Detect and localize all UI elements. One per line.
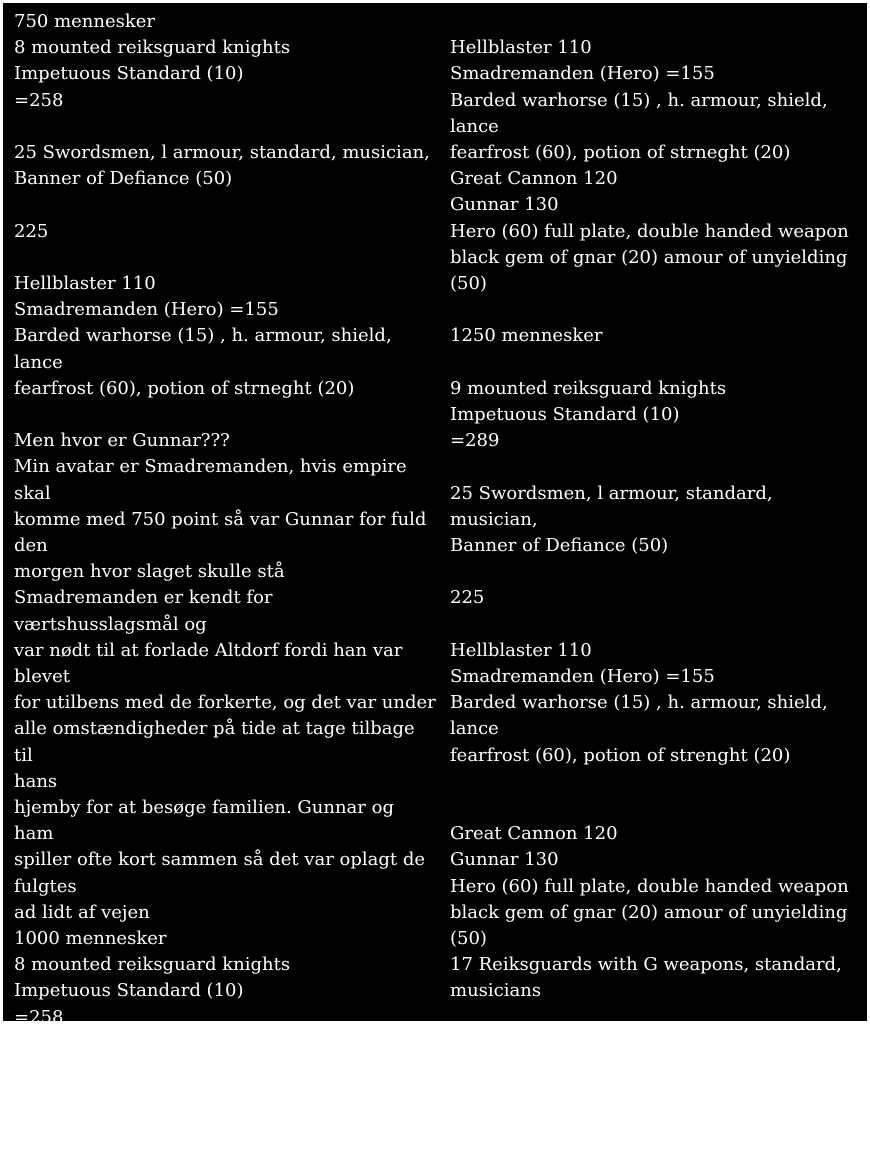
text-line: 1250 mennesker (450, 325, 603, 347)
text-line (450, 350, 865, 376)
text-line: 8 mounted reiksguard knights (14, 954, 291, 976)
text-line: black gem of gnar (20) amour of unyielding (50) (450, 246, 854, 295)
text-line: =258 (14, 1006, 64, 1028)
left-column (14, 9, 439, 1162)
text-line: 225 (450, 587, 485, 609)
text-line: Smadremanden (Hero) =155 (14, 299, 279, 321)
text-line: Hellblaster 110 (450, 37, 592, 59)
text-line: komme med 750 point så var Gunnar for fuld (14, 508, 427, 530)
text-line: Men hvor er Gunnar??? (14, 430, 230, 452)
text-line (14, 1109, 439, 1135)
text-line: Gunnar 130 (450, 849, 559, 871)
text-line: black gem of gnar (20) amour of unyielding (50) (450, 901, 854, 949)
text-line: fearfrost (60), potion of strneght (20) (450, 142, 791, 163)
text-line: 750 mennesker (14, 11, 156, 32)
text-line: Impetuous Standard (10) (14, 980, 244, 1002)
text-line: Smadremanden (Hero) =155 (450, 63, 715, 85)
text-line (14, 402, 439, 428)
document-page (3, 3, 867, 1159)
text-line: Barded warhorse (15) , h. armour, shield, lance (450, 692, 834, 740)
text-line: 17 Reiksguards with G weapons, standard, (450, 954, 842, 976)
text-line (450, 1057, 865, 1083)
text-line: 225 (14, 1137, 49, 1159)
text-line (450, 9, 865, 35)
text-line: ad lidt af vejen (14, 901, 150, 923)
text-line: Banner of Defiance (50) (450, 535, 669, 556)
text-line: 221 (450, 1032, 485, 1054)
text-line: var nødt til at forlade Altdorf fordi han var blevet (14, 639, 409, 688)
text-line: Hellblaster 110 (14, 272, 156, 294)
text-line: Barded warhorse (15) , h. armour, shield, lance (14, 325, 398, 373)
text-line (450, 454, 865, 480)
text-line: 25 Swordsmen, l armour, standard, musician, (450, 482, 779, 530)
text-line: hjemby for at besøge familien. Gunnar og ham (14, 797, 400, 845)
text-line: spiller ofte kort sammen så det var oplagt de (14, 849, 426, 871)
text-line: Smadremanden (Hero) =155 (450, 665, 715, 687)
text-line: Banner of Defiance (50) (14, 1085, 233, 1107)
text-line (14, 245, 439, 271)
text-line (450, 297, 865, 323)
text-line: Min avatar er Smadremanden, hvis empire skal (14, 456, 413, 504)
text-line: Hero (60) full plate, double handed weapon (450, 220, 849, 242)
text-line (14, 192, 439, 218)
text-line: fulgtes (14, 875, 77, 897)
text-line: for utilbens med de forkerte, og det var under (14, 692, 436, 714)
text-line: alle omstændigheder på tide at tage tilbage til (14, 718, 421, 766)
text-line: musicians (450, 980, 542, 1002)
text-line: 25 Swordsmen, l armour, standard, musician, (14, 142, 430, 163)
text-line: 1000 mennesker (14, 928, 167, 950)
text-line: hans (14, 770, 58, 792)
text-line: 25 Swordsmen, l armour, standard, musician, (14, 1059, 430, 1081)
text-line: 9 mounted reiksguard knights (450, 377, 727, 399)
text-line: Impetuous Standard (10) (14, 63, 244, 85)
text-line: fearfrost (60), potion of strneght (20) (14, 377, 355, 399)
text-line: =289 (450, 430, 500, 452)
text-line: Banner of Defiance (50) (14, 168, 233, 190)
text-line (450, 795, 865, 821)
text-line (14, 1031, 439, 1057)
right-column (450, 9, 865, 1109)
text-line: Smadremanden er kendt for værtshusslagsmål og (14, 587, 279, 635)
text-line: morgen hvor slaget skulle stå (14, 561, 285, 583)
text-line: Hero (60) full plate, double handed weapon (450, 875, 849, 897)
text-line: Barded warhorse (15) , h. armour, shield, lance (450, 89, 834, 137)
text-line: =258 (14, 89, 64, 111)
text-line: Great Cannon 120 (450, 168, 618, 190)
text-line: Total (450, 1085, 496, 1107)
text-line: fearfrost (60), potion of strenght (20) (450, 744, 791, 766)
text-line (450, 769, 865, 795)
text-line: Great Cannon 120 (450, 823, 618, 845)
text-line (450, 1005, 865, 1031)
text-line: 8 mounted reiksguard knights (14, 37, 291, 59)
text-line: Impetuous Standard (10) (450, 404, 680, 425)
text-line (450, 612, 865, 638)
text-line: 225 (14, 220, 49, 242)
text-line: Gunnar 130 (450, 194, 559, 216)
text-line (450, 559, 865, 585)
text-line (14, 114, 439, 140)
text-line: den (14, 535, 48, 556)
text-line: Hellblaster 110 (450, 639, 592, 661)
